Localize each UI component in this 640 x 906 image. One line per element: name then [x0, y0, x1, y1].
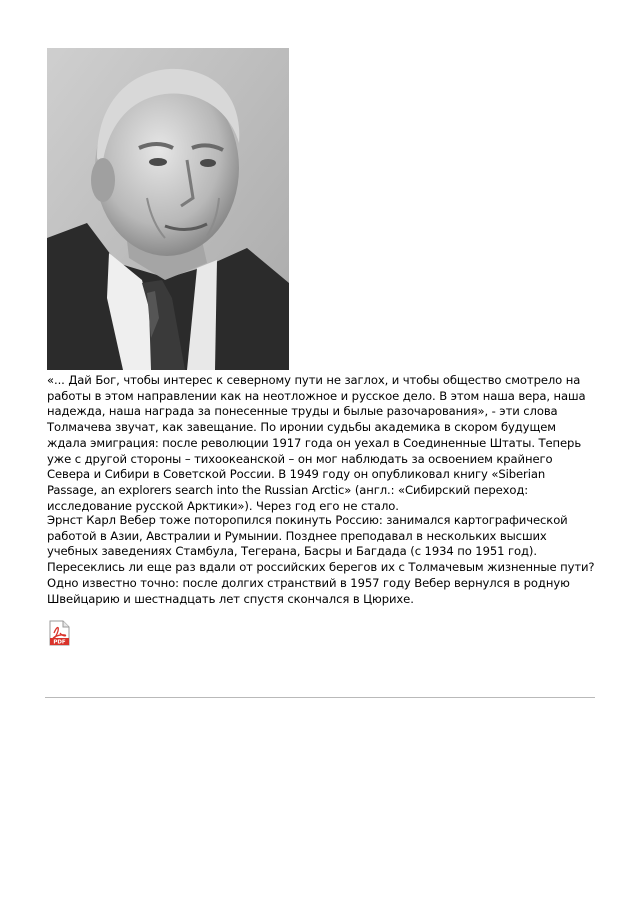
pdf-label: PDF — [53, 639, 66, 646]
portrait-photo — [47, 48, 289, 370]
pdf-file-icon[interactable] — [49, 620, 70, 646]
article-paragraph-2: Эрнст Карл Вебер тоже поторопился покинуть Россию: занимался картографической работой в Азии, Австралии и Румынии. Позднее преподавал в нескольких высших учебных заведениях Стамбула, Тегерана, Басры и Багдада (с 1934 по 1951 год). Пересеклись ли еще раз вдали от российских берегов их с Толмачевым жизненные пути? Одно известно точно: после долгих странствий в 1957 году Вебер вернулся в родную Швейцарию и шестнадцать лет спустя скончался в Цюрихе. — [47, 513, 595, 606]
article-paragraph-1: «... Дай Бог, чтобы интерес к северному пути не заглох, и чтобы общество смотрело на работы в этом направлении как на неотложное и русское дело. В этом наша вера, наша надежда, наша награда за понесенные труды и былые разочарования», - эти слова Толмачева звучат, как завещание. По иронии судьбы академика в скором будущем ждала эмиграция: после революции 1917 года он уехал в Соединенные Штаты. Теперь уже с другой стороны – тихоокеанской – он мог наблюдать за освоением крайнего Севера и Сибири в Советской России. В 1949 году он опубликовал книгу «Siberian Passage, an explorers search into the Russian Arctic» (англ.: «Сибирский переход: исследование русской Арктики»). Через год его не стало. — [47, 373, 586, 513]
divider-line — [45, 697, 595, 698]
